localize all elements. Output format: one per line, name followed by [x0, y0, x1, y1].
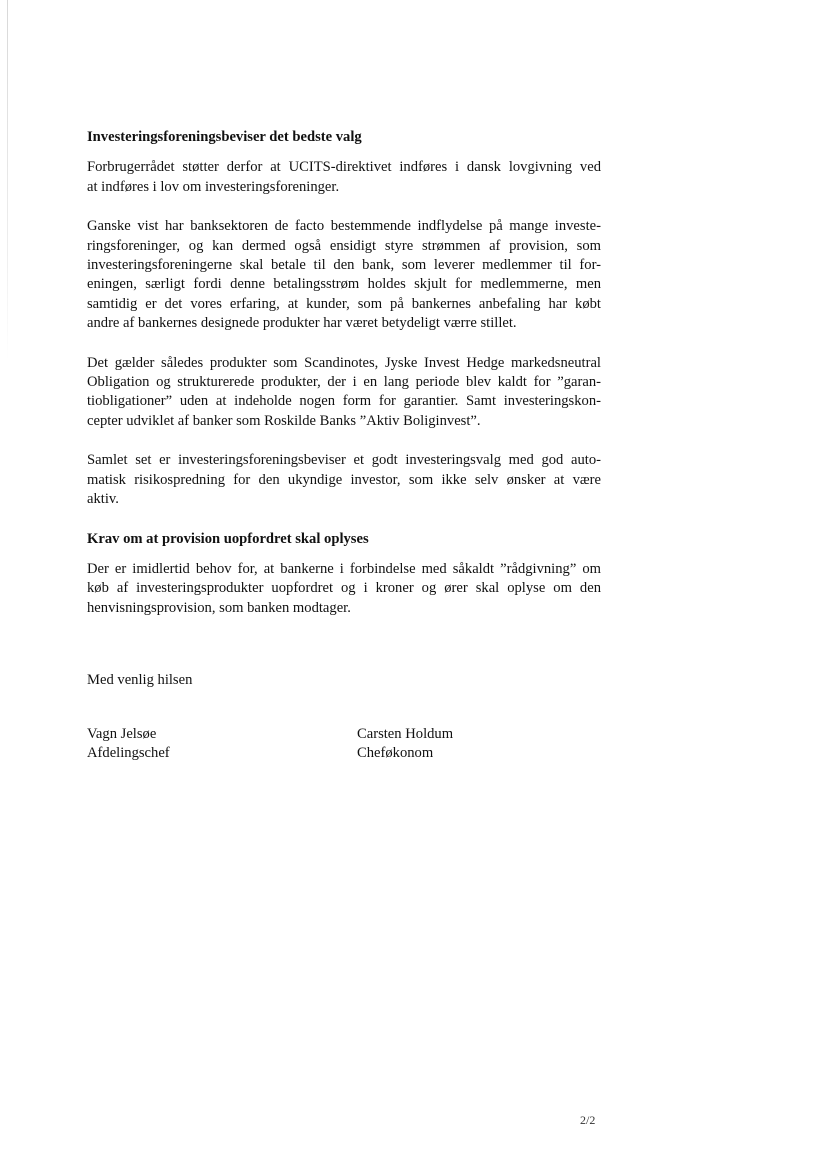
- paragraph-summary: [87, 451, 601, 509]
- paragraph-bank-influence: [87, 217, 601, 333]
- text-line: Obligation og strukturerede produkter, der i en lang periode blev kaldt for ”garan-: [87, 374, 601, 391]
- paragraph-ucits: [87, 158, 601, 197]
- section-heading-provision: Krav om at provision uopfordret skal oplyses: [87, 530, 369, 547]
- signer-block: [87, 725, 170, 764]
- scan-edge-line: [7, 0, 8, 360]
- paragraph-products: [87, 354, 601, 432]
- text-line: Der er imidlertid behov for, at bankerne i forbindelse med såkaldt ”rådgivning” om: [87, 560, 601, 577]
- text-line: Det gælder således produkter som Scandinotes, Jyske Invest Hedge markedsneutral: [87, 354, 601, 371]
- signer-name: Carsten Holdum: [357, 726, 454, 742]
- text-line: Samlet set er investeringsforeningsbeviser et godt investeringsvalg med god auto-: [87, 452, 601, 469]
- section-heading-investment-certificates: Investeringsforeningsbeviser det bedste valg: [87, 129, 362, 145]
- text-line: Ganske vist har banksektoren de facto bestemmende indflydelse på mange investe-: [87, 218, 601, 235]
- text-line: investeringsforeningerne skal betale til den bank, som leverer medlemmer til for-: [87, 257, 601, 274]
- text-line: køb af investeringsprodukter uopfordret og i kroner og ører skal oplyse om den: [87, 580, 601, 597]
- text-line: tiobligationer” uden at indeholde nogen form for garantier. Samt investeringskon-: [87, 393, 601, 410]
- text-line: matisk risikospredning for den ukyndige investor, som ikke selv ønsker at være: [87, 471, 601, 488]
- signer-name: Vagn Jelsøe: [87, 726, 157, 742]
- text-line: Forbrugerrådet støtter derfor at UCITS-direktivet indføres i dansk lovgivning ved: [87, 159, 601, 176]
- text-line: cepter udviklet af banker som Roskilde Banks ”Aktiv Boliginvest”.: [87, 412, 481, 429]
- letter-body: [87, 128, 601, 638]
- text-line: samtidig er det vores erfaring, at kunder, som på bankernes anbefaling har købt: [87, 295, 601, 312]
- text-line: andre af bankernes designede produkter har været betydeligt værre stillet.: [87, 315, 517, 332]
- text-line: at indføres i lov om investeringsforeninger.: [87, 178, 340, 195]
- text-line: eningen, særligt fordi denne betalingsstrøm holdes skjult for medlemmerne, men: [87, 276, 601, 293]
- closing-greeting: Med venlig hilsen: [87, 672, 193, 688]
- signer-block: [357, 725, 453, 764]
- text-line: henvisningsprovision, som banken modtager.: [87, 599, 351, 616]
- paragraph-provision-disclosure: [87, 560, 601, 618]
- text-line: aktiv.: [87, 491, 119, 508]
- page-number: 2/2: [580, 1113, 596, 1127]
- text-line: ringsforeninger, og kan dermed også ensidigt styre strømmen af provision, som: [87, 237, 601, 254]
- signer-title: Afdelingschef: [87, 745, 170, 762]
- signer-title: Cheføkonom: [357, 745, 434, 762]
